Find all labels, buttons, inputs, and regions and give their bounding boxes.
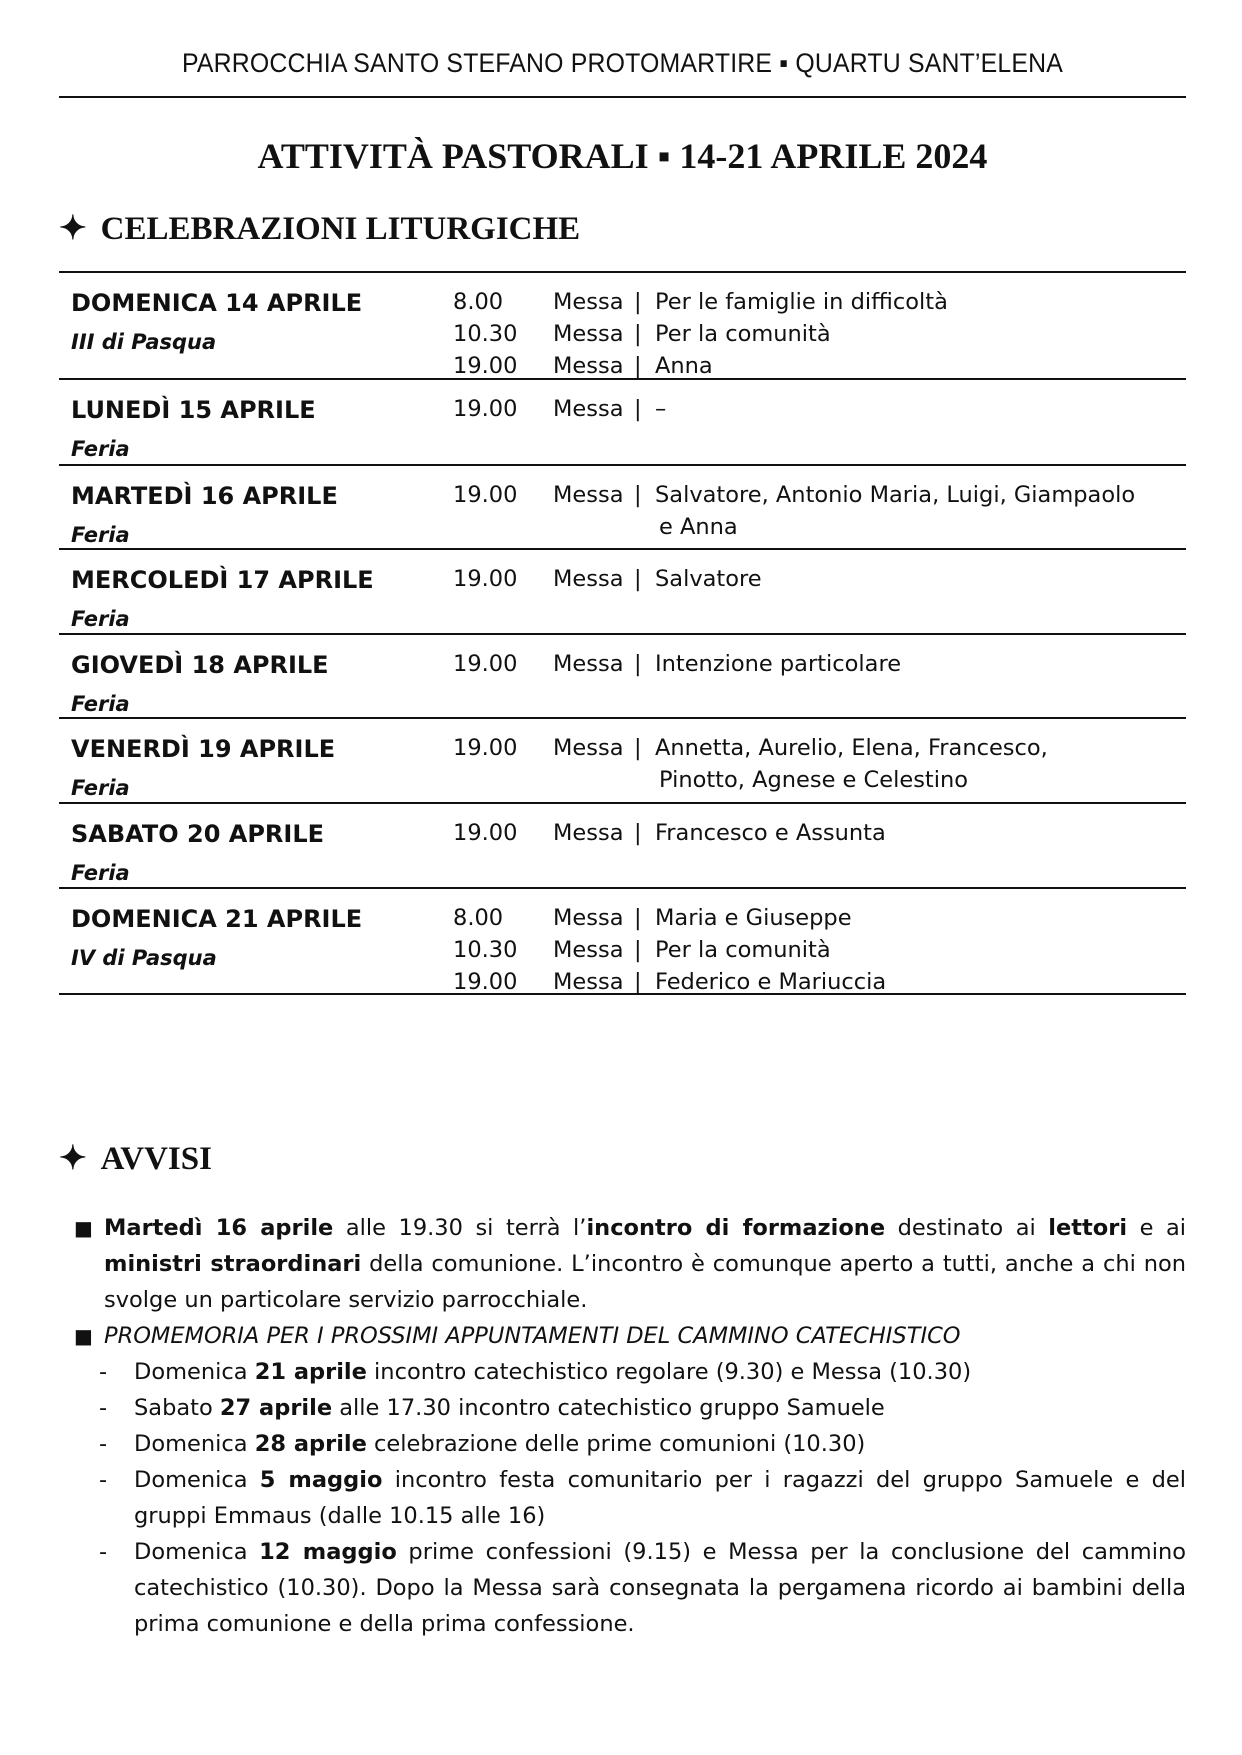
mass-time: 19.00 — [453, 735, 518, 761]
day-label: SABATO 20 APRILE — [71, 820, 325, 848]
mass-entry — [59, 479, 1186, 543]
appointment-date: 27 aprile — [219, 1395, 333, 1421]
intention-line: Per la comunità — [655, 937, 831, 963]
appointment-text: Domenica — [134, 1431, 255, 1457]
appointment-item — [59, 1354, 1186, 1390]
mass-list — [59, 732, 1186, 796]
mass-intention — [655, 393, 1175, 425]
section-heading-notices — [59, 1138, 212, 1178]
notice-text: e ai — [1127, 1215, 1186, 1241]
appointment-item — [59, 1534, 1186, 1642]
mass-entry — [59, 732, 1186, 796]
notice-item — [59, 1210, 1186, 1318]
mass-list — [59, 479, 1186, 543]
appointment-text: incontro festa comunitario per i ragazzi del gruppo Samuele e del gruppi Emmaus (dalle 10.15 alle 16) — [134, 1467, 1186, 1529]
intention-line: Per la comunità — [655, 321, 831, 347]
mass-kind: Messa — [553, 482, 624, 508]
liturgical-day: Feria — [71, 692, 130, 716]
dash-marker: - — [99, 1539, 108, 1565]
appointment-date: 21 aprile — [254, 1359, 367, 1385]
separator: | — [634, 396, 642, 422]
notice-audience: lettori — [1048, 1215, 1128, 1241]
reminder-text: PROMEMORIA PER I PROSSIMI APPUNTAMENTI DEL CAMMINO CATECHISTICO — [104, 1323, 961, 1349]
mass-entry — [59, 350, 1186, 382]
mass-time: 19.00 — [453, 566, 518, 592]
mass-kind: Messa — [553, 820, 624, 846]
liturgical-day: Feria — [71, 776, 130, 800]
appointment-text: prime confessioni (9.15) e Messa per la conclusione del cammino catechistico (10.30). Dopo la Messa sarà consegnata la pergamena ricordo ai bambini della prima comunione e della prima confessione. — [134, 1539, 1186, 1637]
liturgical-day: Feria — [71, 437, 130, 461]
mass-time: 19.00 — [453, 396, 518, 422]
mass-kind: Messa — [553, 289, 624, 315]
bullet-icon: ■ — [74, 1324, 93, 1348]
mass-entry — [59, 286, 1186, 318]
mass-list — [59, 563, 1186, 595]
notice-date: Martedì 16 aprile — [104, 1215, 334, 1241]
mass-entry — [59, 902, 1186, 934]
mass-kind: Messa — [553, 735, 624, 761]
schedule-table — [59, 271, 1186, 995]
separator: | — [634, 651, 642, 677]
appointment-text: Domenica — [134, 1467, 260, 1493]
mass-intention — [655, 648, 1175, 680]
intention-line: Salvatore — [655, 566, 762, 592]
mass-intention — [655, 817, 1175, 849]
mass-intention — [655, 732, 1175, 796]
notice-text: alle 19.30 si terrà l’ — [333, 1215, 587, 1241]
separator: | — [634, 820, 642, 846]
parish-header: PARROCCHIA SANTO STEFANO PROTOMARTIRE ▪ QUARTU SANT’ELENA — [181, 48, 1064, 78]
day-label: MERCOLEDÌ 17 APRILE — [71, 566, 374, 594]
appointment-item — [59, 1462, 1186, 1534]
intention-line: Intenzione particolare — [655, 651, 902, 677]
liturgical-day: IV di Pasqua — [71, 946, 217, 970]
mass-list — [59, 817, 1186, 849]
mass-intention — [655, 350, 1175, 382]
mass-time: 10.30 — [453, 937, 518, 963]
liturgical-day: Feria — [71, 861, 130, 885]
star-icon: ✦ — [59, 211, 87, 247]
appointment-text: celebrazione delle prime comunioni (10.30) — [366, 1431, 866, 1457]
header-rule — [59, 96, 1186, 98]
liturgical-day: III di Pasqua — [71, 330, 217, 354]
notice-audience: ministri straordinari — [104, 1251, 362, 1277]
intention-line: Maria e Giuseppe — [655, 905, 852, 931]
day-label: LUNEDÌ 15 APRILE — [71, 396, 316, 424]
appointments-list — [59, 1354, 1186, 1642]
separator: | — [634, 321, 642, 347]
mass-intention — [655, 563, 1175, 595]
separator: | — [634, 289, 642, 315]
appointment-text: alle 17.30 incontro catechistico gruppo Samuele — [332, 1395, 885, 1421]
dash-marker: - — [99, 1467, 108, 1493]
appointment-date: 12 maggio — [259, 1539, 397, 1565]
section-title: CELEBRAZIONI LITURGICHE — [100, 211, 581, 247]
day-label: MARTEDÌ 16 APRILE — [71, 482, 338, 510]
schedule-row — [59, 804, 1186, 889]
mass-intention — [655, 966, 1175, 998]
mass-list — [59, 902, 1186, 998]
mass-entry — [59, 934, 1186, 966]
section-title: AVVISI — [100, 1141, 212, 1177]
mass-entry — [59, 966, 1186, 998]
appointment-text: Domenica — [134, 1359, 255, 1385]
separator: | — [634, 969, 642, 995]
mass-intention — [655, 286, 1175, 318]
mass-kind: Messa — [553, 937, 624, 963]
schedule-row — [59, 380, 1186, 466]
separator: | — [634, 566, 642, 592]
mass-entry — [59, 393, 1186, 425]
notices-list — [59, 1210, 1186, 1642]
section-heading-liturgical — [59, 208, 580, 248]
mass-kind: Messa — [553, 566, 624, 592]
mass-entry — [59, 817, 1186, 849]
mass-time: 19.00 — [453, 651, 518, 677]
appointment-item — [59, 1426, 1186, 1462]
bullet-icon: ■ — [74, 1216, 93, 1240]
star-icon: ✦ — [59, 1141, 87, 1177]
separator: | — [634, 482, 642, 508]
appointment-text: Sabato — [134, 1395, 220, 1421]
schedule-row — [59, 719, 1186, 804]
mass-intention — [655, 902, 1175, 934]
mass-kind: Messa — [553, 905, 624, 931]
intention-line: – — [655, 396, 667, 422]
dash-marker: - — [99, 1359, 108, 1385]
schedule-row — [59, 889, 1186, 995]
mass-list — [59, 648, 1186, 680]
mass-entry — [59, 648, 1186, 680]
separator: | — [634, 905, 642, 931]
appointment-text: Domenica — [134, 1539, 260, 1565]
separator: | — [634, 735, 642, 761]
mass-time: 19.00 — [453, 820, 518, 846]
liturgical-day: Feria — [71, 523, 130, 547]
dash-marker: - — [99, 1395, 108, 1421]
schedule-row — [59, 273, 1186, 380]
day-label: GIOVEDÌ 18 APRILE — [71, 651, 329, 679]
mass-time: 19.00 — [453, 353, 518, 379]
notice-text: destinato ai — [885, 1215, 1049, 1241]
separator: | — [634, 353, 642, 379]
mass-time: 8.00 — [453, 289, 504, 315]
schedule-row — [59, 466, 1186, 550]
mass-entry — [59, 318, 1186, 350]
intention-line: Annetta, Aurelio, Elena, Francesco, — [655, 735, 1048, 761]
schedule-row — [59, 550, 1186, 635]
intention-line: Francesco e Assunta — [655, 820, 886, 846]
separator: | — [634, 937, 642, 963]
day-label: DOMENICA 14 APRILE — [71, 289, 363, 317]
appointment-date: 5 maggio — [259, 1467, 383, 1493]
mass-kind: Messa — [553, 651, 624, 677]
day-label: VENERDÌ 19 APRILE — [71, 735, 336, 763]
liturgical-day: Feria — [71, 607, 130, 631]
mass-kind: Messa — [553, 396, 624, 422]
day-label: DOMENICA 21 APRILE — [71, 905, 363, 933]
intention-line: Federico e Mariuccia — [655, 969, 887, 995]
appointment-item — [59, 1390, 1186, 1426]
mass-intention — [655, 318, 1175, 350]
intention-line: Salvatore, Antonio Maria, Luigi, Giampaolo — [655, 482, 1136, 508]
mass-entry — [59, 563, 1186, 595]
mass-time: 19.00 — [453, 969, 518, 995]
intention-line: Pinotto, Agnese e Celestino — [659, 767, 969, 793]
appointment-text: incontro catechistico regolare (9.30) e Messa (10.30) — [366, 1359, 972, 1385]
mass-intention — [655, 479, 1175, 543]
intention-line: Per le famiglie in difficoltà — [655, 289, 948, 315]
mass-kind: Messa — [553, 321, 624, 347]
notice-text: della comunione. L’incontro è comunque aperto a tutti, anche a chi non svolge un particolare servizio parrocchiale. — [104, 1251, 1186, 1313]
dash-marker: - — [99, 1431, 108, 1457]
reminder-heading — [59, 1318, 1186, 1354]
page-title: ATTIVITÀ PASTORALI ▪ 14-21 APRILE 2024 — [257, 136, 988, 176]
mass-list — [59, 286, 1186, 382]
mass-intention — [655, 934, 1175, 966]
mass-time: 19.00 — [453, 482, 518, 508]
mass-kind: Messa — [553, 969, 624, 995]
appointment-date: 28 aprile — [254, 1431, 367, 1457]
mass-time: 8.00 — [453, 905, 504, 931]
intention-line: Anna — [655, 353, 713, 379]
schedule-row — [59, 635, 1186, 719]
notice-event: incontro di formazione — [586, 1215, 886, 1241]
mass-time: 10.30 — [453, 321, 518, 347]
mass-list — [59, 393, 1186, 425]
intention-line: e Anna — [659, 514, 738, 540]
mass-kind: Messa — [553, 353, 624, 379]
